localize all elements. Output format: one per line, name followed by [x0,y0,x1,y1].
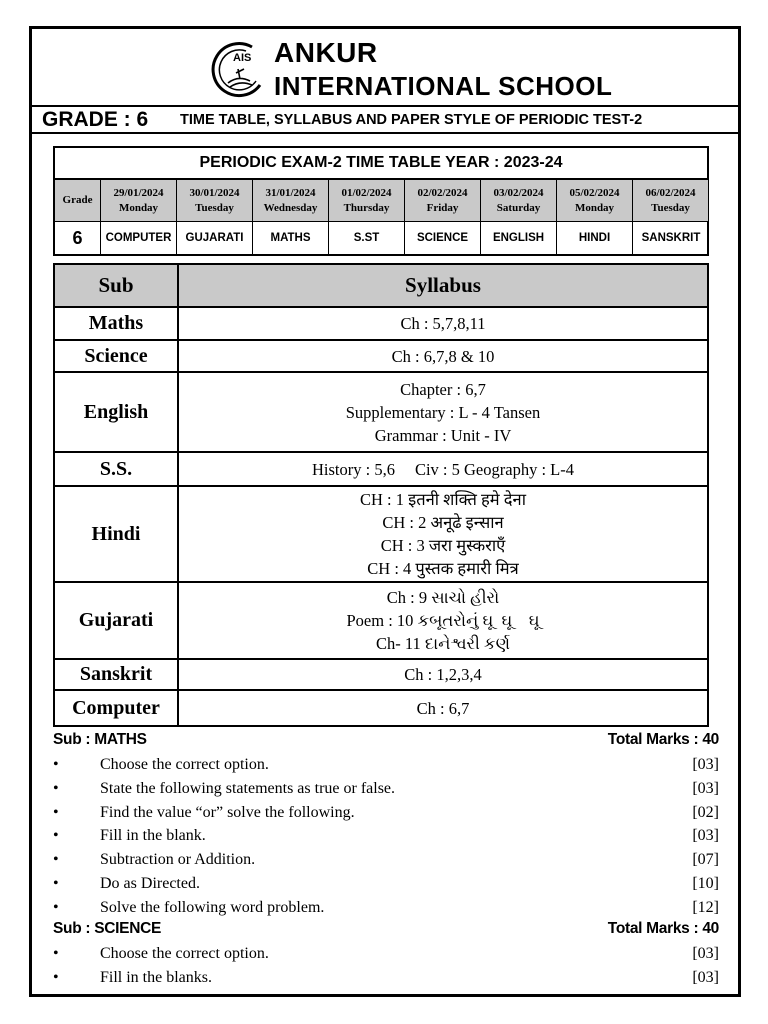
exam-subject: SANSKRIT [641,232,701,244]
exam-date: 05/02/2024 [569,186,620,199]
timetable-date-header [177,180,253,222]
question-text: Choose the correct option. [100,756,269,773]
question-text: Fill in the blanks. [100,968,212,986]
question-marks: [03] [692,779,719,797]
question-text: Do as Directed. [100,874,200,892]
syllabus-line: Poem : 10 કબૂતરોનું ઘૂ ઘૂ ઘૂ [346,611,540,630]
syllabus-cell: Ch : 6,7 [178,690,708,726]
question-marks: [03] [692,968,719,986]
science-question-list [53,942,719,990]
question-text: Solve the following word problem. [100,898,325,916]
bullet-icon: • [53,803,59,821]
syllabus-line: Grammar : Unit - IV [374,425,512,445]
syllabus-row-gujarati [54,582,708,659]
question-marks: [03] [692,945,719,962]
bullet-icon: • [53,874,59,892]
timetable-date-header [253,180,329,222]
syllabus-line: Chapter : 6,7 [400,379,486,399]
question-marks: [02] [692,803,719,821]
syllabus-cell: Ch : 1,2,3,4 [178,659,708,690]
timetable-date-header [557,180,633,222]
question-text: Subtraction or Addition. [100,851,256,869]
timetable [53,146,709,256]
question-item [53,777,719,801]
exam-date: 29/01/2024 [113,186,164,199]
syllabus-row-ss [54,452,708,486]
bullet-icon: • [53,945,59,962]
timetable-date-header [101,180,177,222]
document-title: TIME TABLE, SYLLABUS AND PAPER STYLE OF PERIODIC TEST-2 [180,112,643,128]
question-item [53,753,719,777]
exam-day: Saturday [496,201,541,214]
logo-text: AIS [233,52,252,64]
exam-day: Thursday [343,201,390,214]
syllabus-line: CH : 1 इतनी शक्ति हमे देना [359,490,526,509]
subject-cell: Gujarati [54,582,178,659]
question-text: Choose the correct option. [100,945,269,962]
timetable-date-header [329,180,405,222]
syllabus-cell: Ch : 6,7,8 & 10 [178,340,708,372]
syllabus-row-sanskrit [54,659,708,690]
timetable-date-header [405,180,481,222]
science-total-marks: Total Marks : 40 [607,920,719,937]
timetable-grade-value: 6 [55,222,101,254]
timetable-grade-header: Grade [55,180,101,222]
exam-day: Friday [426,201,459,214]
header-sub: Sub [54,264,178,307]
syllabus-row-maths [54,307,708,340]
exam-subject: GUJARATI [177,222,253,254]
syllabus-line: Ch- 11 દાનેશ્વરી કર્ણ [376,634,510,653]
bullet-icon: • [53,968,59,986]
timetable-date-header [633,180,709,222]
question-marks: [12] [692,898,719,916]
grade-title-bar [32,105,738,134]
maths-paper-header [53,731,719,749]
subject-cell: English [54,372,178,452]
question-item [53,801,719,825]
exam-date: 30/01/2024 [189,186,240,199]
exam-date: 01/02/2024 [341,186,392,199]
exam-date: 03/02/2024 [493,186,544,199]
exam-day: Tuesday [195,201,234,214]
syllabus-cell [178,372,708,452]
exam-day: Monday [574,201,615,214]
bullet-icon: • [53,756,59,773]
bullet-icon: • [53,898,59,916]
ss-history: History : 5,6 [312,459,395,479]
syllabus-cell [178,486,708,582]
science-paper-header [53,920,719,938]
exam-date: 02/02/2024 [417,186,468,199]
syllabus-cell: Ch : 5,7,8,11 [178,307,708,340]
question-item [53,942,719,966]
grade-label: GRADE : 6 [42,108,149,131]
school-name-line1: ANKUR [274,37,378,68]
exam-subject: ENGLISH [481,222,557,254]
document-page [29,26,741,997]
syllabus-line: Supplementary : L - 4 Tansen [345,402,541,422]
question-marks: [03] [692,827,719,845]
exam-day: Tuesday [651,201,690,214]
bullet-icon: • [53,851,59,869]
timetable-title: PERIODIC EXAM-2 TIME TABLE YEAR : 2023-24 [55,148,707,180]
question-item [53,824,719,848]
syllabus-row-english [54,372,708,452]
syllabus-cell [178,582,708,659]
question-text: Find the value “or” solve the following. [100,803,355,821]
syllabus-table [53,263,709,727]
maths-question-list [53,753,719,920]
timetable-date-header [481,180,557,222]
ss-civ-geography: Civ : 5 Geography : L-4 [414,459,574,479]
syllabus-cell [178,452,708,486]
syllabus-row-computer [54,690,708,726]
bullet-icon: • [53,827,59,845]
syllabus-line: CH : 4 पुस्तक हमारी मित्र [367,559,519,578]
subject-cell: Hindi [54,486,178,582]
question-marks: [10] [692,874,719,892]
question-text: State the following statements as true or false. [100,779,396,797]
school-logo [210,39,266,99]
question-text: Fill in the blank. [100,827,206,845]
header-syllabus: Syllabus [178,264,708,307]
subject-cell: S.S. [54,452,178,486]
subject-cell: Sanskrit [54,659,178,690]
syllabus-line: CH : 2 अनूढे इन्सान [382,513,504,532]
timetable-grid [55,180,707,254]
syllabus-line: Ch : 9 સાચો હીરો [386,588,500,607]
exam-subject: S.ST [329,222,405,254]
question-marks: [07] [692,851,719,869]
science-sub-label: Sub : SCIENCE [53,920,162,937]
syllabus-row-hindi [54,486,708,582]
exam-day: Wednesday [263,201,318,214]
exam-date: 31/01/2024 [265,186,316,199]
exam-day: Monday [118,201,159,214]
question-item [53,966,719,990]
exam-subject: MATHS [253,222,329,254]
subject-cell: Science [54,340,178,372]
syllabus-row-science [54,340,708,372]
question-item [53,848,719,872]
maths-total-marks: Total Marks : 40 [607,731,719,748]
question-item [53,896,719,920]
bullet-icon: • [53,779,59,797]
exam-subject: HINDI [557,222,633,254]
school-name-line2: INTERNATIONAL SCHOOL [274,71,613,101]
question-marks: [03] [692,756,719,773]
syllabus-header-row [54,264,708,307]
exam-subject: SCIENCE [405,222,481,254]
subject-cell: Computer [54,690,178,726]
maths-sub-label: Sub : MATHS [53,731,147,748]
exam-date: 06/02/2024 [645,186,696,199]
syllabus-line: CH : 3 जरा मुस्कराएँ [380,536,506,555]
question-item [53,872,719,896]
exam-subject: COMPUTER [101,222,177,254]
subject-cell: Maths [54,307,178,340]
